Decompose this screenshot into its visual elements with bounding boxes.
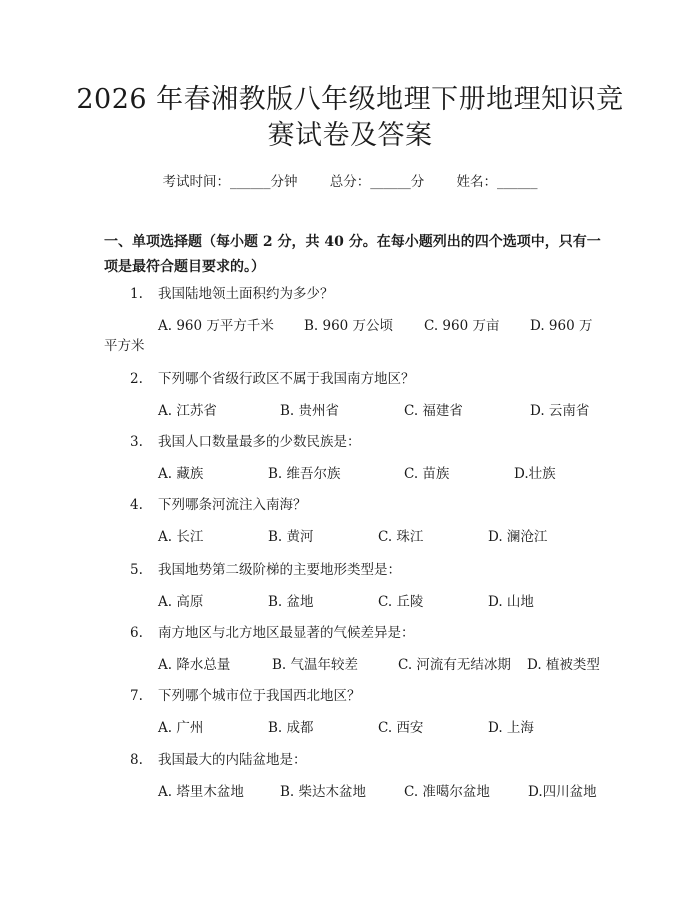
- option-b: B. 960 万公顷: [304, 318, 394, 334]
- question-number: 4.: [130, 497, 143, 513]
- option-d: D. 植被类型: [527, 657, 600, 673]
- total-score-field: 总分：______分: [329, 174, 425, 190]
- question-number: 3.: [130, 434, 143, 450]
- option-a: A. 广州: [158, 720, 204, 736]
- option-a: A. 降水总量: [158, 657, 231, 673]
- section-heading: 一、单项选择题（每小题 2 分，共 40 分。在每小题列出的四个选项中，只有一项是最符合题目要求的。）: [104, 234, 601, 275]
- option-c: C. 丘陵: [378, 594, 424, 610]
- exam-title-line-1: 2026 年春湘教版八年级地理下册地理知识竞: [76, 84, 624, 115]
- question-text: 下列哪条河流注入南海？: [158, 497, 307, 513]
- question: [130, 748, 307, 768]
- question: [130, 282, 334, 302]
- question-text: 我国地势第二级阶梯的主要地形类型是：: [158, 562, 401, 578]
- option-a: A. 塔里木盆地: [158, 784, 244, 800]
- exam-title-line-2: 赛试卷及答案: [267, 120, 433, 151]
- option-b: B. 盆地: [268, 594, 314, 610]
- option-c: C. 珠江: [378, 529, 424, 545]
- option-b: B. 贵州省: [280, 403, 340, 419]
- option-b: B. 维吾尔族: [268, 466, 341, 482]
- option-d: D. 960 万: [530, 318, 593, 334]
- option-b: B. 气温年较差: [272, 657, 359, 673]
- option-d: D. 山地: [488, 594, 534, 610]
- question-number: 8.: [130, 752, 143, 768]
- name-field: 姓名：______: [456, 174, 538, 190]
- question-number: 7.: [130, 688, 143, 704]
- question: [130, 621, 415, 641]
- option-c: C. 西安: [378, 720, 424, 736]
- option-c: C. 河流有无结冰期: [398, 657, 511, 673]
- question: [130, 684, 361, 704]
- option-a: A. 江苏省: [158, 403, 217, 419]
- option-d: D. 云南省: [530, 403, 590, 419]
- option-d: D. 上海: [488, 720, 534, 736]
- option-b: B. 黄河: [268, 529, 314, 545]
- option-a: A. 高原: [158, 594, 204, 610]
- question-number: 2.: [130, 371, 143, 387]
- question-text: 我国最大的内陆盆地是：: [158, 752, 307, 768]
- question: [130, 430, 361, 450]
- question-text: 我国人口数量最多的少数民族是：: [158, 434, 361, 450]
- question-number: 6.: [130, 625, 143, 641]
- question-text: 下列哪个省级行政区不属于我国南方地区？: [158, 371, 415, 387]
- question: [130, 493, 307, 513]
- option-continuation: 平方米: [104, 338, 145, 354]
- option-d: D.壮族: [514, 466, 556, 482]
- option-b: B. 柴达木盆地: [280, 784, 367, 800]
- question-text: 南方地区与北方地区最显著的气候差异是：: [158, 625, 415, 641]
- option-c: C. 960 万亩: [424, 318, 500, 334]
- option-c: C. 准噶尔盆地: [404, 784, 490, 800]
- question-number: 1.: [130, 286, 143, 302]
- question-text: 下列哪个城市位于我国西北地区？: [158, 688, 361, 704]
- option-a: A. 藏族: [158, 466, 204, 482]
- option-d: D.四川盆地: [528, 784, 597, 800]
- exam-info-line: [0, 170, 700, 190]
- option-a: A. 960 万平方千米: [158, 318, 274, 334]
- question: [130, 367, 415, 387]
- option-c: C. 苗族: [404, 466, 450, 482]
- option-b: B. 成都: [268, 720, 314, 736]
- question-text: 我国陆地领土面积约为多少？: [158, 286, 334, 302]
- option-d: D. 澜沧江: [488, 529, 548, 545]
- question: [130, 558, 401, 578]
- question-number: 5.: [130, 562, 143, 578]
- option-c: C. 福建省: [404, 403, 463, 419]
- exam-time-field: 考试时间：______分钟: [162, 174, 298, 190]
- option-a: A. 长江: [158, 529, 204, 545]
